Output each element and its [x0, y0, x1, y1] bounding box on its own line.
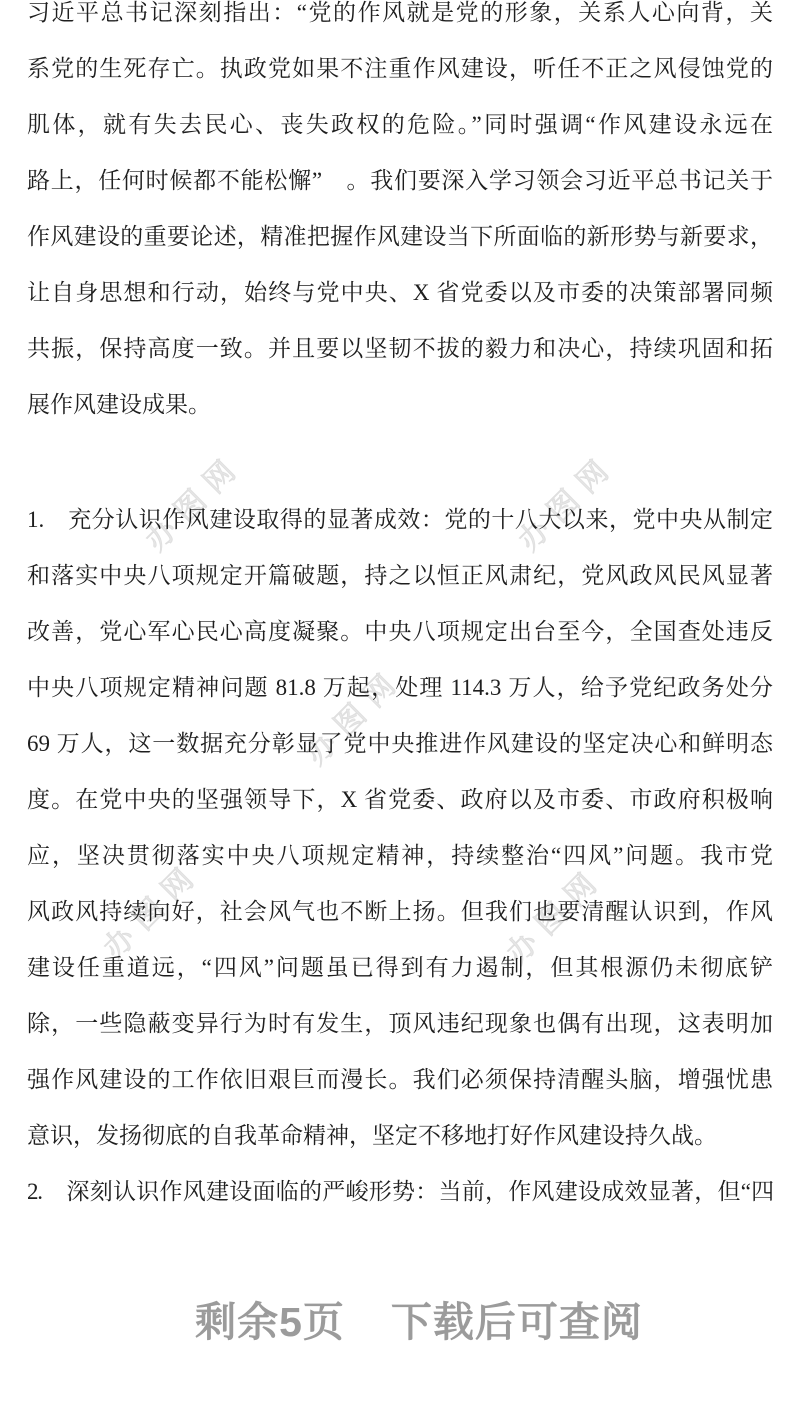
text-line: 肌体，就有失去民心、丧失政权的危险。”同时强调“作风建设永远在 [27, 112, 773, 137]
document-body [27, 0, 773, 1220]
footer-notice [38, 1297, 800, 1347]
text-line: 2. 深刻认识作风建设面临的严峻形势：当前，作风建设成效显著，但“四 [27, 1179, 773, 1204]
site-watermark: 办图网 [97, 855, 208, 966]
download-hint-label: 下载后可查阅 [390, 1299, 643, 1345]
text-line: 和落实中央八项规定开篇破题，持之以恒正风肃纪，党风政风民风显著 [27, 563, 773, 588]
pages-remaining-label: 剩余5页 [195, 1299, 345, 1345]
site-watermark: 办图网 [500, 860, 611, 971]
text-line: 共振，保持高度一致。并且要以坚韧不拔的毅力和决心，持续巩固和拓 [27, 336, 773, 361]
text-line: 展作风建设成果。 [27, 392, 211, 417]
text-line: 69 万人，这一数据充分彰显了党中央推进作风建设的坚定决心和鲜明态 [27, 731, 773, 756]
site-watermark: 办图网 [512, 447, 623, 558]
text-line: 系党的生死存亡。执政党如果不注重作风建设，听任不正之风侵蚀党的 [27, 56, 773, 81]
paragraph-intro [27, 0, 773, 433]
text-line: 建设任重道远，“四风”问题虽已得到有力遏制，但其根源仍未彻底铲 [27, 955, 773, 980]
text-line: 度。在党中央的坚强领导下，X 省党委、政府以及市委、市政府积极响 [27, 787, 773, 812]
text-line: 应，坚决贯彻落实中央八项规定精神，持续整治“四风”问题。我市党 [27, 843, 773, 868]
text-line: 中央八项规定精神问题 81.8 万起，处理 114.3 万人，给予党纪政务处分 [27, 675, 773, 700]
text-line: 意识，发扬彻底的自我革命精神，坚定不移地打好作风建设持久战。 [27, 1123, 717, 1148]
text-line: 让自身思想和行动，始终与党中央、X 省党委以及市委的决策部署同频 [27, 280, 773, 305]
text-line: 1. 充分认识作风建设取得的显著成效：党的十八大以来，党中央从制定 [27, 507, 773, 532]
paragraph-spacer [27, 433, 773, 492]
text-line: 风政风持续向好，社会风气也不断上扬。但我们也要清醒认识到，作风 [27, 899, 773, 924]
text-line: 改善，党心军心民心高度凝聚。中央八项规定出台至今，全国查处违反 [27, 619, 773, 644]
site-watermark: 办图网 [299, 661, 410, 772]
text-line: 作风建设的重要论述，精准把握作风建设当下所面临的新形势与新要求， [27, 224, 773, 249]
text-line: 路上，任何时候都不能松懈” 。我们要深入学习领会习近平总书记关于 [27, 168, 773, 193]
text-line: 除，一些隐蔽变异行为时有发生，顶风违纪现象也偶有出现，这表明加 [27, 1011, 773, 1036]
site-watermark: 办图网 [139, 447, 250, 558]
paragraph-point-1 [27, 492, 773, 1164]
paragraph-point-2 [27, 1164, 773, 1220]
text-line: 强作风建设的工作依旧艰巨而漫长。我们必须保持清醒头脑，增强忧患 [27, 1067, 773, 1092]
text-line: 习近平总书记深刻指出：“党的作风就是党的形象，关系人心向背，关 [27, 0, 773, 25]
